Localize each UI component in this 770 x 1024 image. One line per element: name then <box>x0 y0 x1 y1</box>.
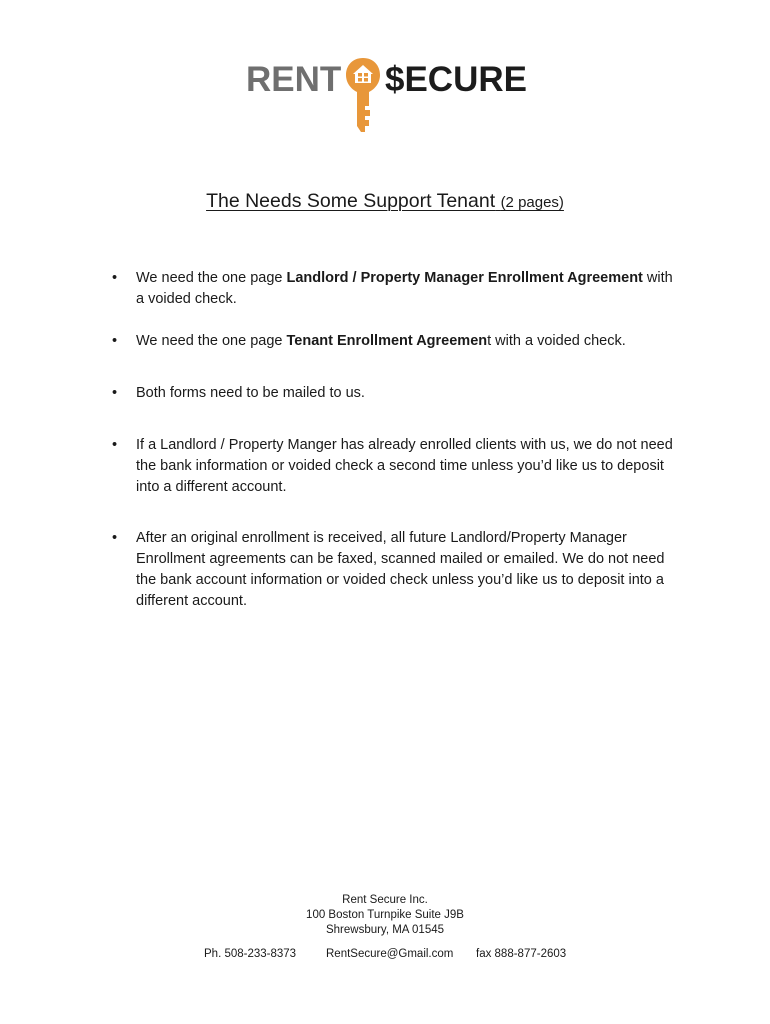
title-page-count: (2 pages) <box>500 194 564 211</box>
bullet: • <box>112 270 118 286</box>
list-item-text: After an original enrollment is received, all future Landlord/Property Manager Enrollment agreements can be faxed, scanned mailed or emailed. We do not need the bank account information or voided check unless you’d like us to deposit into a different account. <box>136 530 665 609</box>
footer-address-line1: 100 Boston Turnpike Suite J9B <box>306 909 464 921</box>
footer-address-line2: Shrewsbury, MA 01545 <box>325 924 445 936</box>
footer-address <box>0 893 770 938</box>
list-item-text: If a Landlord / Property Manger has already enrolled clients with us, we do not need the bank information or voided check a second time unless you’d like us to deposit into a different account. <box>136 437 673 495</box>
footer-fax: fax 888-877-2603 <box>476 948 567 960</box>
bullet: • <box>112 530 118 546</box>
title-main: The Needs Some Support Tenant <box>206 190 496 212</box>
bullet: • <box>112 437 118 453</box>
logo-word-secure: $ECURE <box>385 60 527 99</box>
list-item-text: Both forms need to be mailed to us. <box>136 385 365 401</box>
logo-word-rent: RENT <box>246 60 342 99</box>
document-title <box>0 189 770 215</box>
footer-company: Rent Secure Inc. <box>342 894 428 906</box>
company-logo <box>0 56 770 136</box>
key-house-icon <box>343 56 383 134</box>
footer-phone: Ph. 508-233-8373 <box>204 948 297 960</box>
list-item-text: We need the one page Landlord / Property Manager Enrollment Agreement with a voided check. <box>136 270 673 307</box>
list-item-text: We need the one page Tenant Enrollment Agreement with a voided check. <box>136 333 626 349</box>
footer-email[interactable]: RentSecure@Gmail.com <box>326 948 454 960</box>
bullet: • <box>112 385 118 401</box>
bullet: • <box>112 333 118 349</box>
